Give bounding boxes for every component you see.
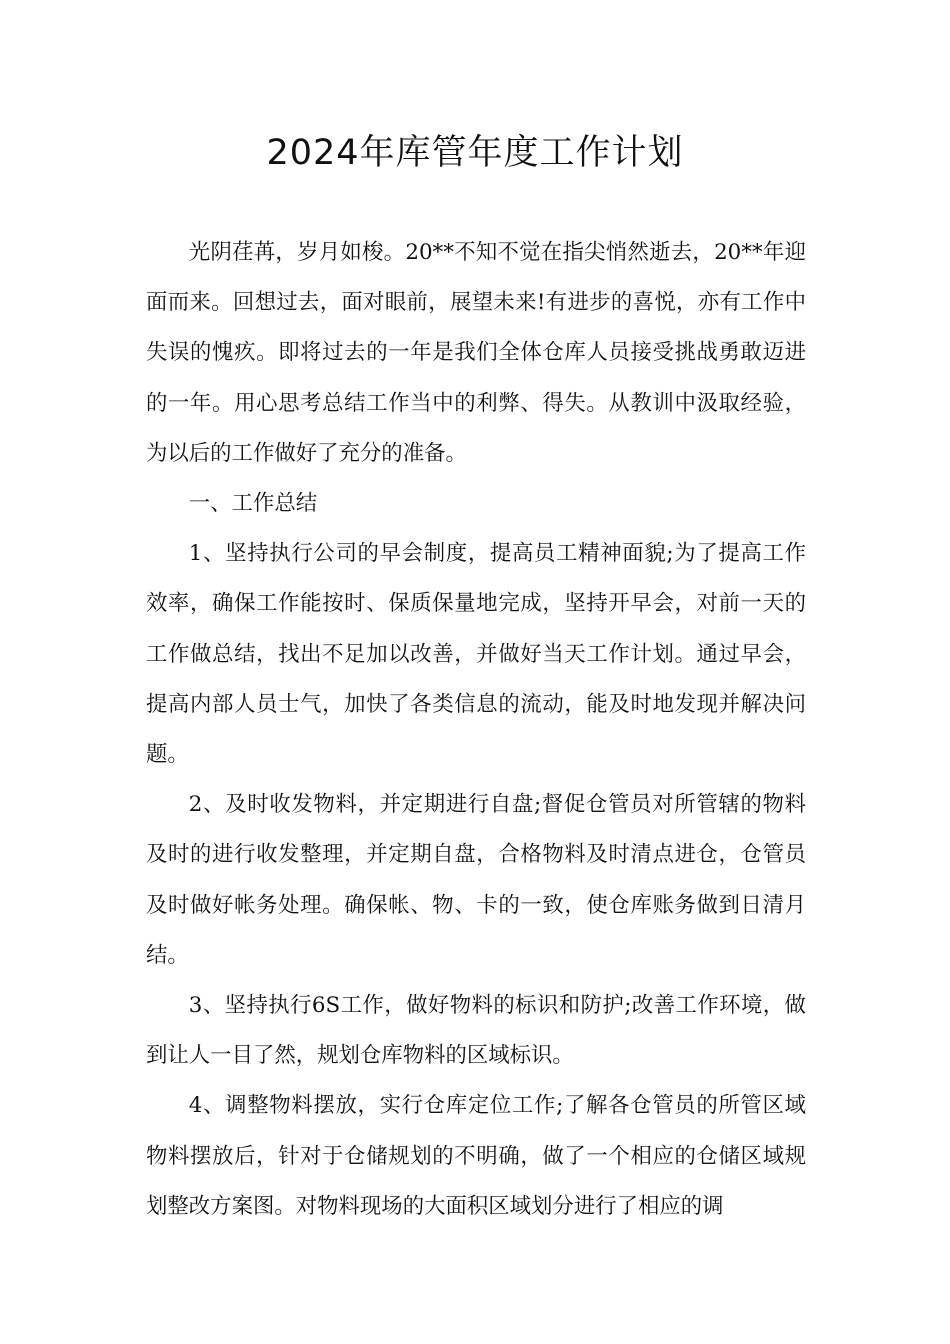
paragraph-intro: 光阴荏苒，岁月如梭。20**不知不觉在指尖悄然逝去，20**年迎面而来。回想过去，面对眼前，展望未来!有进步的喜悦，亦有工作中失误的愧疚。即将过去的一年是我们全体仓库人员接受挑战勇敢迈进的一年。用心思考总结工作当中的利弊、得失。从教训中汲取经验，为以后的工作做好了充分的准备。 [146,240,806,466]
section-heading-work-summary: 一、工作总结 [188,491,318,517]
paragraph-item-1: 1、坚持执行公司的早会制度，提高员工精神面貌;为了提高工作效率，确保工作能按时、保质保量地完成，坚持开早会，对前一天的工作做总结，找出不足加以改善，并做好当天工作计划。通过早会，提高内部人员士气，加快了各类信息的流动，能及时地发现并解决问题。 [146,541,806,768]
document-title: 2024年库管年度工作计划 [266,133,684,173]
document-body [146,228,806,1232]
paragraph-item-3: 3、坚持执行6S工作，做好物料的标识和防护;改善工作环境，做到让人一目了然，规划仓库物料的区域标识。 [146,993,806,1069]
paragraph-item-2: 2、及时收发物料，并定期进行自盘;督促仓管员对所管辖的物料及时的进行收发整理，并定期自盘，合格物料及时清点进仓，仓管员及时做好帐务处理。确保帐、物、卡的一致，使仓库账务做到日清月结。 [146,792,806,968]
paragraph-item-4: 4、调整物料摆放，实行仓库定位工作;了解各仓管员的所管区域物料摆放后，针对于仓储规划的不明确，做了一个相应的仓储区域规划整改方案图。对物料现场的大面积区域划分进行了相应的调 [146,1093,806,1219]
